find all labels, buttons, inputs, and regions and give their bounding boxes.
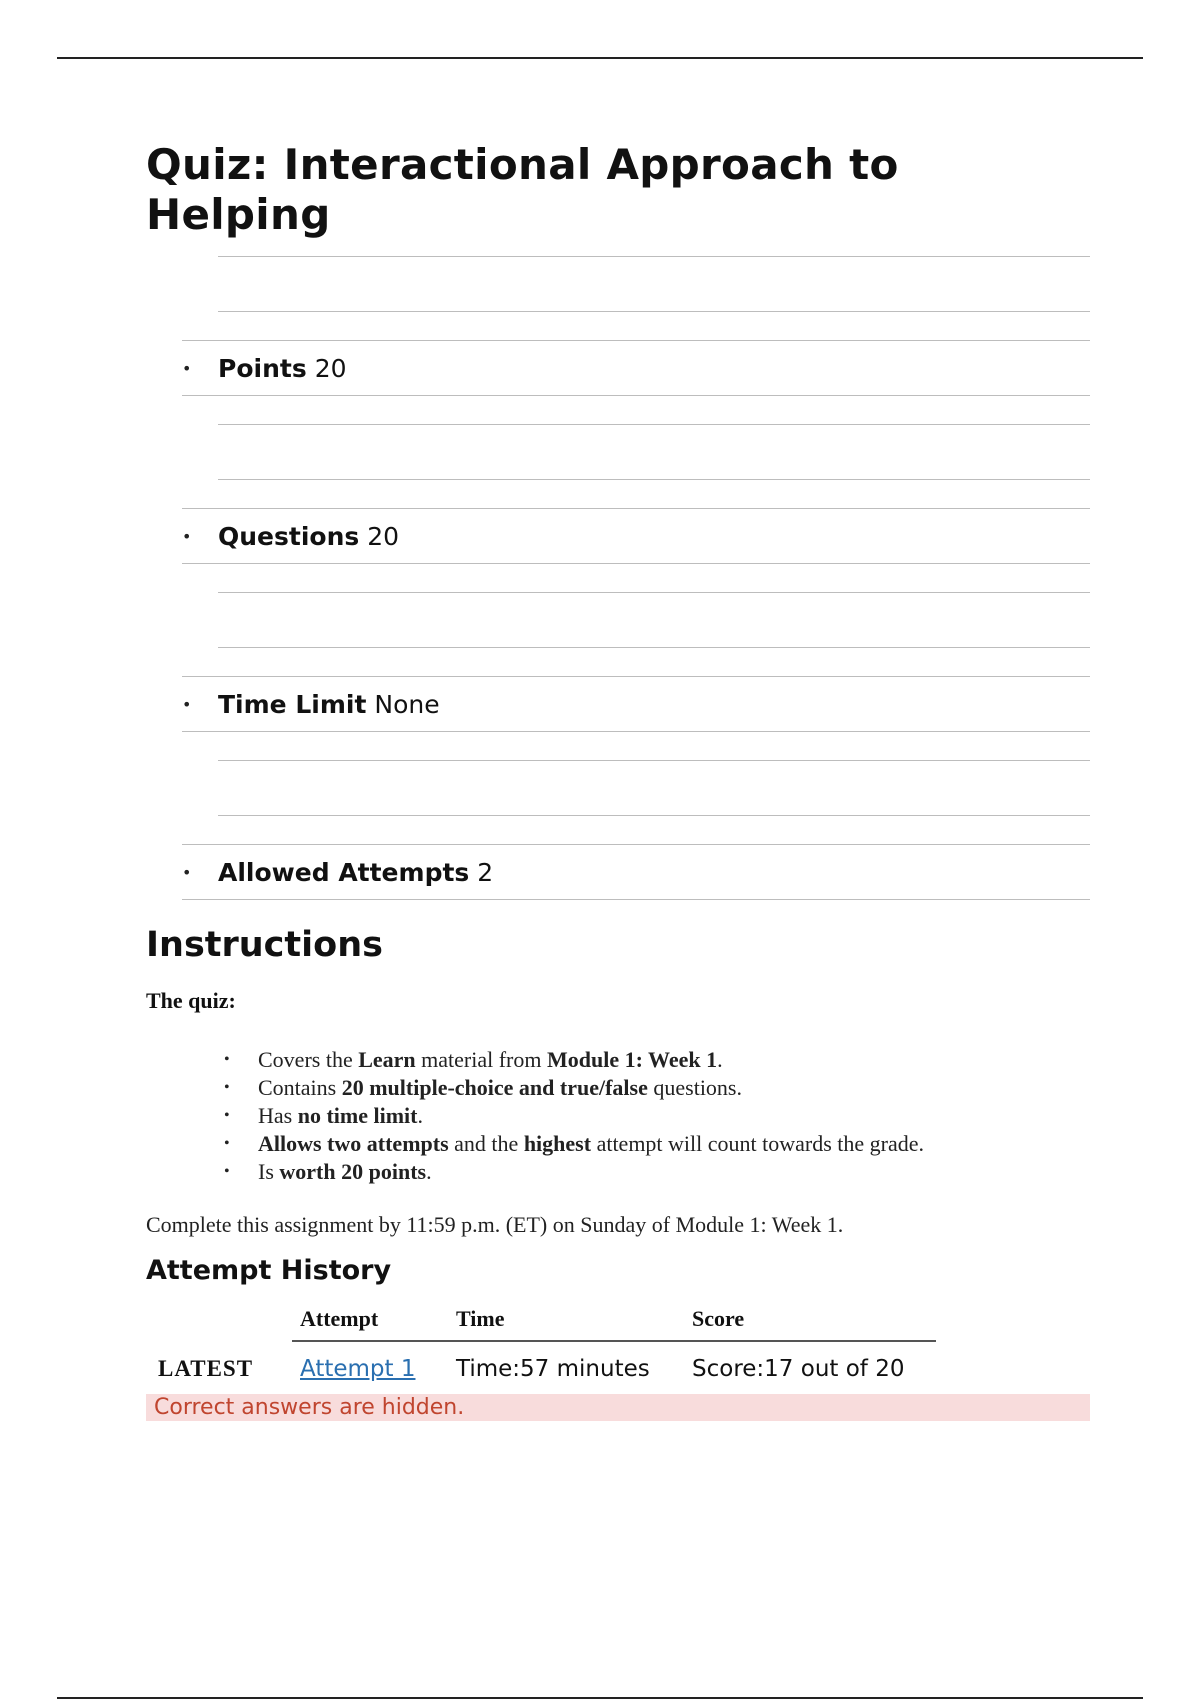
list-item [258, 1046, 1090, 1074]
list-item-text: Has [258, 1103, 298, 1128]
top-divider [57, 57, 1143, 59]
attempt-history-table [146, 1298, 936, 1396]
column-header-attempt: Attempt [292, 1298, 448, 1341]
attempt-link[interactable]: Attempt 1 [300, 1356, 416, 1382]
list-item-text: . [717, 1047, 723, 1072]
list-item-text: no time limit [297, 1103, 418, 1128]
table-header-blank [146, 1298, 292, 1341]
list-item-text: Allows two attempts [258, 1131, 449, 1156]
attempt-history-heading: Attempt History [146, 1255, 392, 1286]
detail-time-limit [182, 676, 1090, 732]
detail-value: 20 [314, 353, 347, 383]
table-row [146, 1341, 936, 1396]
detail-questions [182, 508, 1090, 564]
bullet-icon: • [182, 358, 192, 378]
list-item-text: and the [448, 1131, 524, 1156]
list-item-text: Learn [358, 1047, 416, 1072]
list-item-text: questions. [647, 1075, 742, 1100]
detail-value: 20 [367, 521, 400, 551]
detail-label: Points [218, 353, 307, 383]
list-item-text: 20 multiple-choice and true/false [341, 1075, 648, 1100]
due-date-text: Complete this assignment by 11:59 p.m. (ET) on Sunday of Module 1: Week 1. [146, 1212, 844, 1237]
list-item-text: . [426, 1159, 432, 1184]
detail-spacer [218, 424, 1090, 480]
detail-label: Questions [218, 521, 360, 551]
list-item-text: attempt will count towards the grade. [591, 1131, 925, 1156]
list-item-text: worth 20 points [279, 1159, 427, 1184]
detail-allowed-attempts [182, 844, 1090, 900]
detail-spacer [218, 256, 1090, 312]
bullet-icon: • [182, 862, 192, 882]
instructions-heading: Instructions [146, 925, 383, 965]
list-item [258, 1074, 1090, 1102]
bullet-icon: • [182, 526, 192, 546]
attempt-score: Score:17 out of 20 [692, 1356, 905, 1382]
list-item-text: Contains [258, 1075, 342, 1100]
column-header-score: Score [684, 1298, 936, 1341]
attempt-time: Time:57 minutes [456, 1356, 650, 1382]
list-item-text: material from [415, 1047, 547, 1072]
list-item-text: Covers the [258, 1047, 359, 1072]
bullet-icon: • [182, 694, 192, 714]
detail-value: 2 [477, 857, 494, 887]
detail-spacer [218, 760, 1090, 816]
answers-hidden-notice: Correct answers are hidden. [146, 1394, 1090, 1421]
list-item-text: Is [258, 1159, 280, 1184]
detail-label: Time Limit [218, 689, 367, 719]
page-title: Quiz: Interactional Approach to Helping [146, 140, 899, 239]
bottom-divider [57, 1697, 1143, 1699]
detail-value: None [374, 689, 440, 719]
list-item-text: highest [523, 1131, 592, 1156]
quiz-details [182, 256, 1090, 900]
table-header-row [146, 1298, 936, 1341]
detail-points [182, 340, 1090, 396]
list-item [258, 1102, 1090, 1130]
list-item [258, 1130, 1090, 1158]
list-item [258, 1158, 1090, 1186]
detail-spacer [218, 592, 1090, 648]
list-item-text: . [417, 1103, 423, 1128]
list-item-text: Module 1: Week 1 [547, 1047, 718, 1072]
latest-tag: LATEST [158, 1355, 254, 1381]
quiz-content [146, 140, 1090, 1421]
instructions-intro: The quiz: [146, 988, 236, 1013]
column-header-time: Time [448, 1298, 684, 1341]
instructions-list [146, 1046, 1090, 1186]
detail-label: Allowed Attempts [218, 857, 470, 887]
